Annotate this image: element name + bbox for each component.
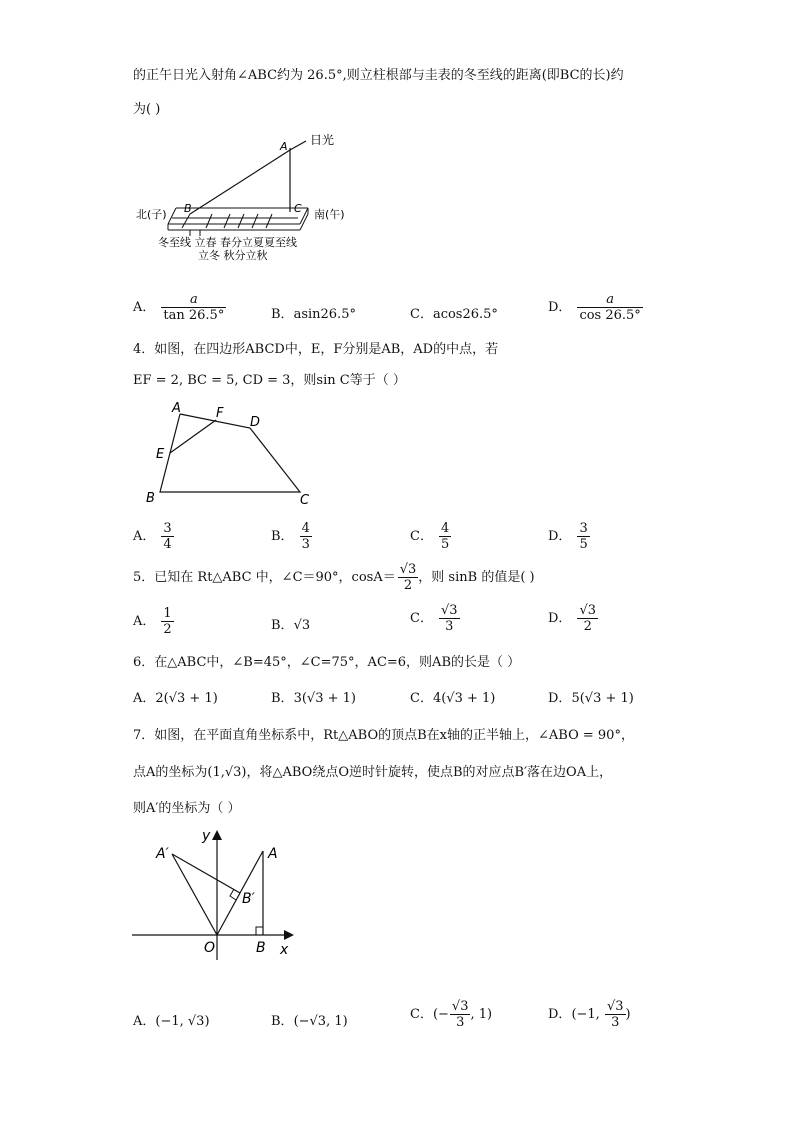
q4-quadrilateral-figure	[140, 396, 320, 508]
numerator: 4	[440, 521, 450, 536]
numerator: √3	[451, 999, 469, 1014]
q4-label-F: F	[216, 406, 224, 421]
denominator: 5	[440, 537, 450, 552]
option-text: √3	[293, 618, 311, 633]
q4-label-A: A	[172, 401, 181, 416]
q4-stem-line2: EF = 2, BC = 5, CD = 3，则sin C等于（ ）	[133, 373, 406, 388]
option-post: )	[625, 1007, 631, 1022]
q5-option-a[interactable]	[133, 606, 174, 637]
q7-coordinate-figure	[130, 826, 310, 962]
q3-stem-line1: 的正午日光入射角∠ABC约为 26.5°,则立柱根部与圭表的冬至线的距离(即BC的长)约	[133, 68, 624, 83]
q7-option-c[interactable]	[410, 999, 492, 1030]
option-pre: (−	[432, 1007, 449, 1022]
numerator: √3	[606, 999, 624, 1014]
q7-label-Aprime: A′	[156, 846, 169, 862]
q6-option-b[interactable]	[271, 687, 356, 706]
q5-option-c[interactable]	[410, 603, 460, 634]
q3-sundial-figure	[130, 128, 370, 268]
q7-label-B: B	[256, 940, 266, 956]
fraction	[577, 521, 589, 552]
option-text: 3(√3 + 1)	[293, 691, 356, 706]
option-letter: D．	[548, 300, 572, 315]
q7-stem-line3: 则A′的坐标为（ ）	[133, 801, 241, 816]
q3-caption2: 立冬 秋分立秋	[198, 249, 268, 262]
option-letter: B．	[271, 618, 294, 633]
denominator: 2	[163, 622, 172, 637]
q3-label-A: A	[280, 140, 288, 153]
option-text: 4(√3 + 1)	[432, 691, 496, 706]
option-text: (−1, √3)	[155, 1014, 210, 1029]
q7-option-b[interactable]	[271, 1010, 348, 1029]
option-text: 5(√3 + 1)	[571, 691, 634, 706]
option-letter: B．	[271, 529, 294, 544]
q3-label-north: 北(子)	[136, 208, 167, 221]
option-letter: C．	[410, 1007, 433, 1022]
q5-stem-post: ，则 sinB 的值是( )	[418, 570, 535, 585]
q3-label-south: 南(午)	[314, 208, 345, 221]
q7-stem-line1: 7．如图，在平面直角坐标系中，Rt△ABO的顶点B在x轴的正半轴上，∠ABO = 90°，	[133, 728, 634, 743]
fraction	[450, 999, 471, 1030]
fraction	[161, 292, 226, 323]
numerator: 4	[301, 521, 310, 536]
numerator: 3	[163, 521, 172, 536]
fraction	[161, 606, 173, 637]
fraction	[398, 562, 419, 593]
option-letter: C．	[410, 611, 433, 626]
fraction	[439, 521, 451, 552]
option-letter: A．	[133, 691, 156, 706]
option-letter: C．	[410, 307, 433, 322]
q4-label-E: E	[156, 447, 165, 462]
denominator: tan 26.5°	[163, 308, 225, 323]
numerator: 1	[163, 606, 172, 621]
option-letter: C．	[410, 529, 433, 544]
option-letter: D．	[548, 1007, 572, 1022]
option-text: asin26.5°	[293, 307, 356, 322]
q6-stem: 6．在△ABC中，∠B=45°，∠C=75°，AC=6，则AB的长是（ ）	[133, 655, 521, 670]
q6-option-d[interactable]	[548, 687, 634, 706]
option-text: (−√3, 1)	[293, 1014, 348, 1029]
q3-label-B: B	[184, 202, 192, 215]
numerator: a	[577, 292, 642, 308]
option-letter: D．	[548, 611, 572, 626]
q7-label-y: y	[202, 828, 211, 844]
q7-label-Bprime: B′	[242, 891, 255, 907]
option-letter: A．	[133, 529, 156, 544]
q4-label-D: D	[250, 415, 261, 430]
option-pre: (−1,	[571, 1007, 604, 1022]
denominator: 4	[163, 537, 172, 552]
fraction	[439, 603, 460, 634]
q3-label-C: C	[294, 202, 302, 215]
q4-option-d[interactable]	[548, 521, 590, 552]
fraction	[605, 999, 626, 1030]
q4-option-a[interactable]	[133, 521, 174, 552]
denominator: 3	[301, 537, 310, 552]
q3-option-b[interactable]	[271, 303, 356, 322]
denominator: 3	[611, 1015, 620, 1030]
option-letter: A．	[133, 1014, 156, 1029]
numerator: a	[161, 292, 226, 308]
q3-option-d[interactable]	[548, 292, 643, 323]
q4-stem-line1: 4．如图，在四边形ABCD中，E，F分别是AB，AD的中点，若	[133, 342, 499, 357]
option-post: , 1)	[470, 1007, 493, 1022]
denominator: 3	[445, 619, 454, 634]
denominator: 3	[456, 1015, 465, 1030]
q3-stem-line2: 为( )	[133, 102, 161, 117]
q4-option-c[interactable]	[410, 521, 451, 552]
q7-label-x: x	[280, 942, 289, 958]
fraction	[577, 603, 598, 634]
q7-stem-line2: 点A的坐标为(1,√3)，将△ABO绕点O逆时针旋转，使点B的对应点B′落在边OA上，	[133, 765, 613, 780]
q7-label-A: A	[268, 846, 278, 862]
option-letter: B．	[271, 691, 294, 706]
numerator: √3	[579, 603, 596, 618]
q5-stem	[133, 562, 535, 593]
q5-option-b[interactable]	[271, 614, 310, 633]
fraction	[300, 521, 312, 552]
q5-option-d[interactable]	[548, 603, 598, 634]
option-text: 2(√3 + 1)	[155, 691, 218, 706]
denominator: cos 26.5°	[579, 308, 641, 323]
option-letter: B．	[271, 307, 294, 322]
numerator: √3	[440, 603, 458, 618]
option-letter: D．	[548, 529, 572, 544]
q3-option-c[interactable]	[410, 303, 498, 322]
q4-label-C: C	[300, 493, 310, 508]
option-letter: B．	[271, 1014, 294, 1029]
option-text: acos26.5°	[432, 307, 498, 322]
denominator: 2	[583, 619, 592, 634]
q4-option-b[interactable]	[271, 521, 312, 552]
option-letter: A．	[133, 614, 156, 629]
q7-label-O: O	[204, 940, 216, 956]
numerator: √3	[399, 562, 417, 577]
denominator: 2	[403, 578, 413, 593]
q7-option-a[interactable]	[133, 1010, 210, 1029]
q3-label-sun: 日光	[310, 133, 335, 147]
q7-option-d[interactable]	[548, 999, 631, 1030]
q6-option-c[interactable]	[410, 687, 495, 706]
fraction	[577, 292, 642, 323]
option-letter: D．	[548, 691, 572, 706]
option-letter: C．	[410, 691, 433, 706]
denominator: 5	[579, 537, 588, 552]
q6-option-a[interactable]	[133, 687, 218, 706]
numerator: 3	[579, 521, 588, 536]
q5-stem-pre: 5．已知在 Rt△ABC 中，∠C＝90°，cosA＝	[133, 570, 396, 585]
option-letter: A．	[133, 300, 156, 315]
q4-label-B: B	[146, 491, 155, 506]
q3-option-a[interactable]	[133, 292, 226, 323]
q3-caption1: 冬至线 立春 春分立夏夏至线	[158, 236, 297, 249]
fraction	[161, 521, 173, 552]
